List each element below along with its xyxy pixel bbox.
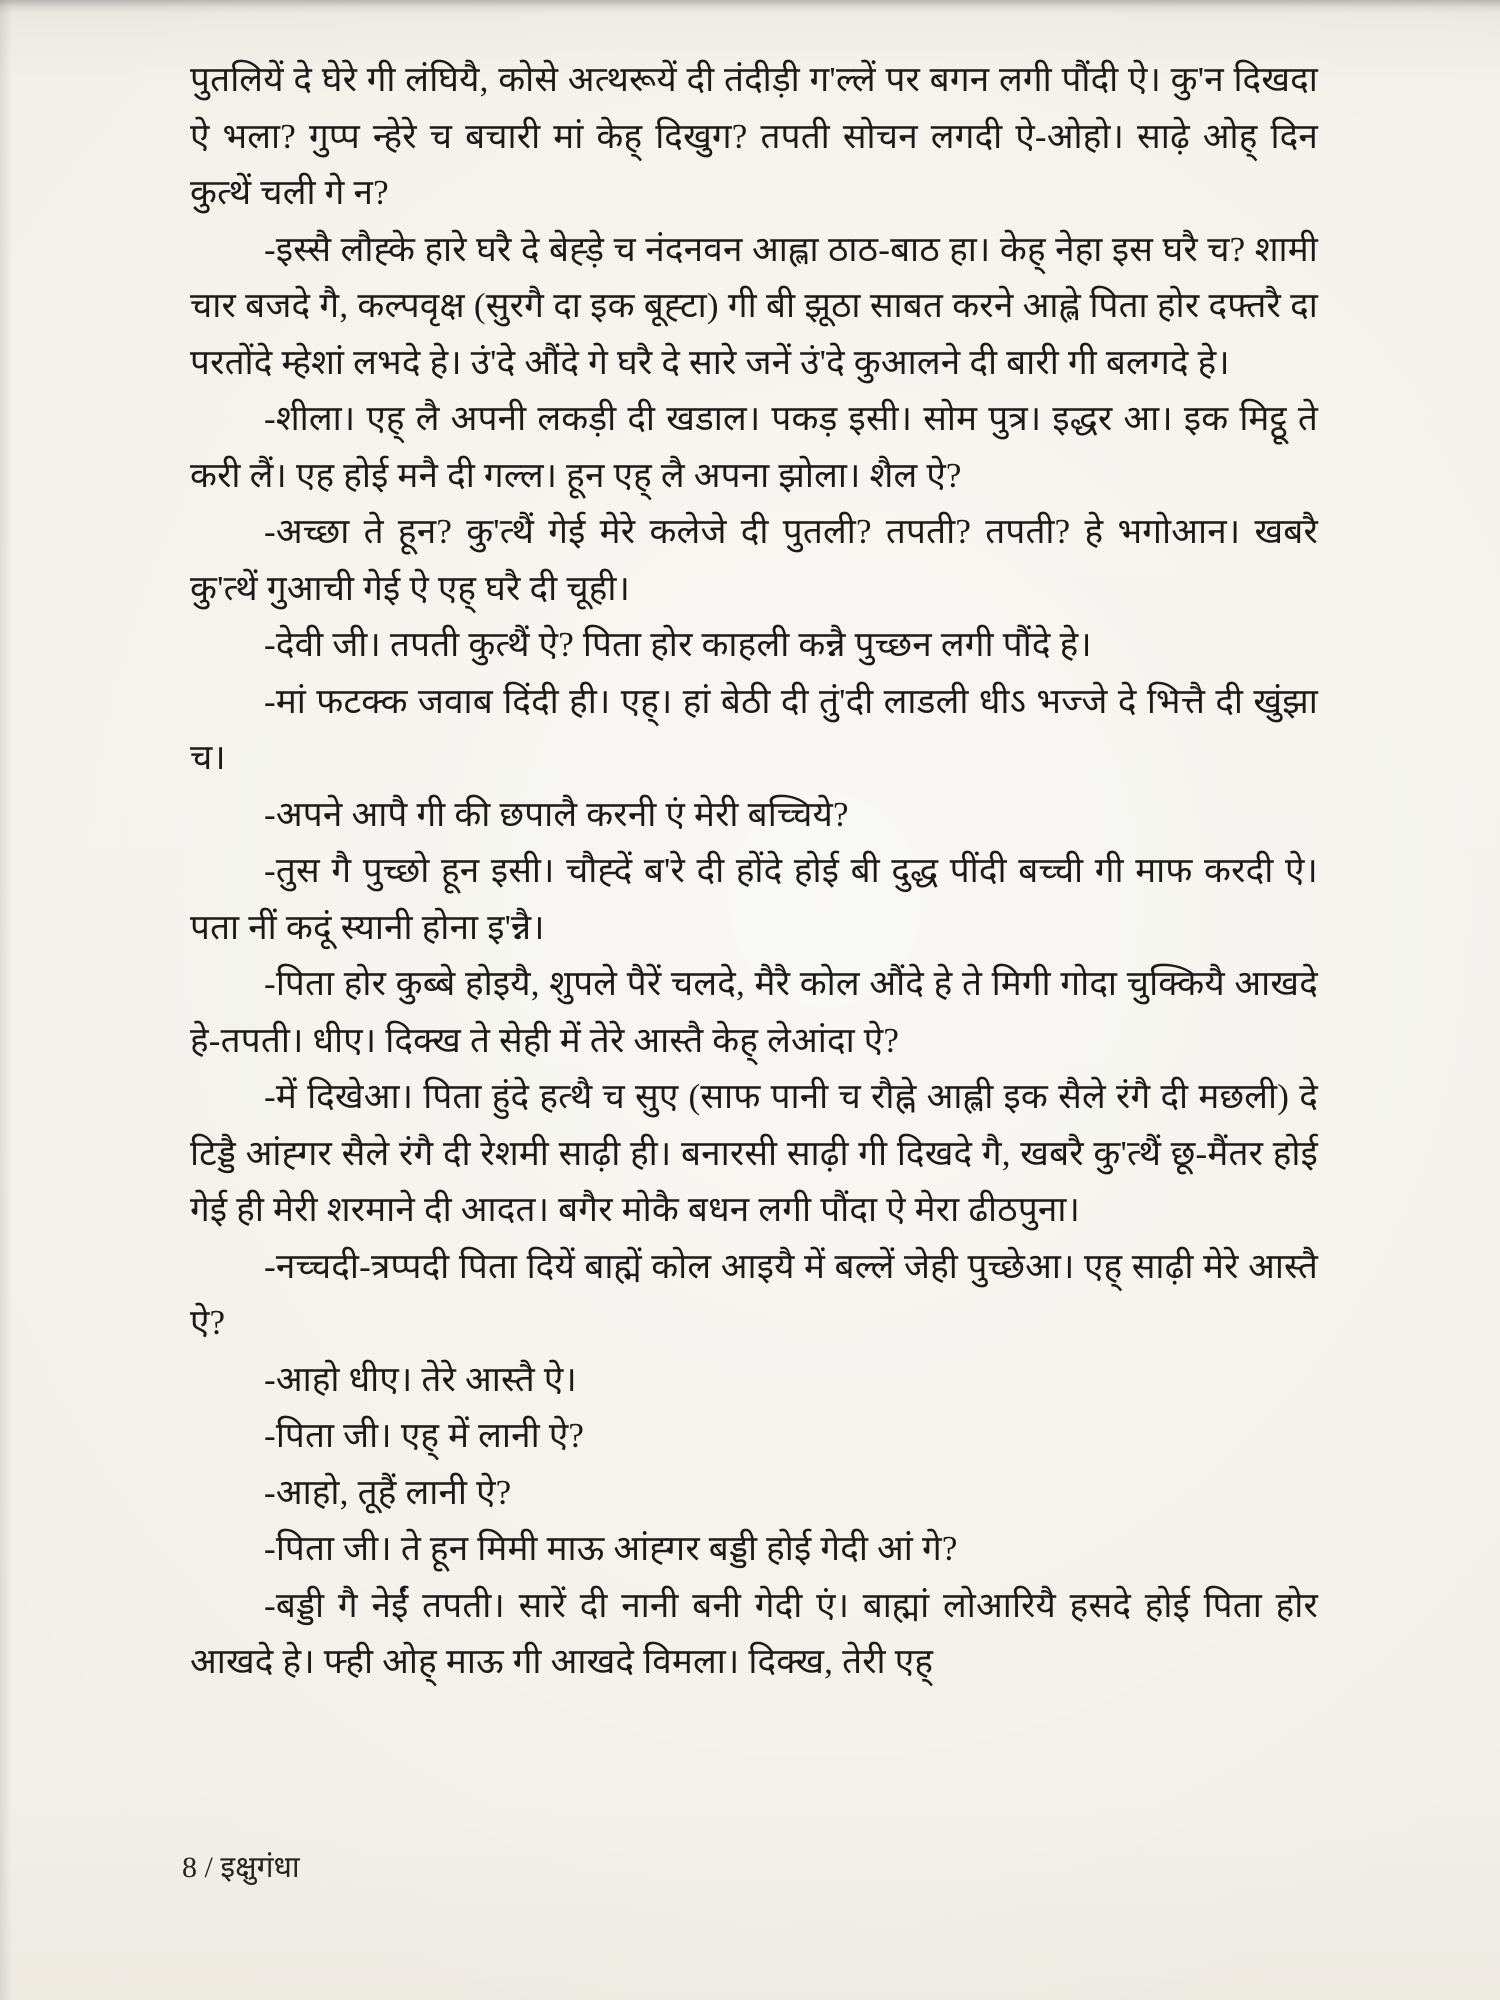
paragraph: -पिता जी। एह् में लानी ऐ? xyxy=(264,1416,585,1455)
page-number-label: 8 / इक्षुगंधा xyxy=(182,1851,300,1884)
paragraph: -मां फटक्क जवाब दिंदी ही। एह्। हां बेठी दी तुं'दी लाडली धीऽ भज्जे दे भित्तै दी खुंझा च। xyxy=(190,681,1318,777)
paragraph: -पिता होर कुब्बे होइयै, शुपले पैरें चलदे, मैरै कोल औंदे हे ते मिगी गोदा चुक्कियै आखदे हे-तपती। धीए। दिक्ख ते सेही में तेरे आस्तै केह् लेआंदा ऐ? xyxy=(190,964,1318,1060)
scan-edge-shadow-top xyxy=(0,0,1500,14)
paragraph: -इस्सै लौह्के हारे घरै दे बेह्ड़े च नंदनवन आह्ला ठाठ-बाठ हा। केह् नेहा इस घरै च? शामी चार बजदे गै, कल्पवृक्ष (सुरगै दा इक बूह्टा) गी बी झूठा साबत करने आह्ले पिता होर दफ्तरै दा परतोंदे म्हेशां लभदे हे। उं'दे औंदे गे घरै दे सारे जनें उं'दे कुआलने दी बारी गी बलगदे हे। xyxy=(190,229,1318,382)
paragraph: पुतलियें दे घेरे गी लंघियै, कोसे अत्थरूयें दी तंदीड़ी ग'ल्लें पर बगन लगी पौंदी ऐ। कु'न दिखदा ऐ भला? गुप्प न्हेरे च बचारी मां केह् दिखुग? तपती सोचन लगदी ऐ-ओहो। साढ़े ओह् दिन कुत्थें चली गे न? xyxy=(190,60,1318,212)
paragraph: -नच्चदी-त्रप्पदी पिता दियें बाह्में कोल आइयै में बल्लें जेही पुच्छेआ। एह् साढ़ी मेरे आस्तै ऐ? xyxy=(190,1246,1318,1342)
paragraph: -देवी जी। तपती कुत्थैं ऐ? पिता होर काहली कन्नै पुच्छन लगी पौंदे हे। xyxy=(264,625,1092,664)
paragraph: -बड्डी गै नेईं तपती। सारें दी नानी बनी गेदी एं। बाह्मां लोआरियै हसदे होई पिता होर आखदे हे। फ्ही ओह् माऊ गी आखदे विमला। दिक्ख, तेरी एह् xyxy=(190,1585,1318,1681)
scan-edge-shadow-left xyxy=(0,0,12,2000)
paragraph: -शीला। एह् लै अपनी लकड़ी दी खडाल। पकड़ इसी। सोम पुत्र। इद्धर आ। इक मिट्ठू ते करी लैं। एह होई मनै दी गल्ल। हून एह् लै अपना झोला। शैल ऐ? xyxy=(190,399,1318,495)
page-footer xyxy=(182,1848,300,1888)
paragraph: -पिता जी। ते हून मिमी माऊ आंह्गर बड्डी होई गेदी आं गे? xyxy=(264,1529,958,1568)
paragraph: -में दिखेआ। पिता हुंदे हत्थै च सुए (साफ पानी च रौह्ने आह्ली इक सैले रंगै दी मछली) दे टिड्डै आंह्गर सैले रंगै दी रेशमी साढ़ी ही। बनारसी साढ़ी गी दिखदे गै, खबरै कु'त्थैं छू-मैंतर होई गेई ही मेरी शरमाने दी आदत। बगैर मोकै बधन लगी पौंदा ऐ मेरा ढीठपुना। xyxy=(190,1077,1318,1229)
paragraph: -अच्छा ते हून? कु'त्थैं गेई मेरे कलेजे दी पुतली? तपती? तपती? हे भगोआन। खबरै कु'त्थें गुआची गेई ऐ एह् घरै दी चूही। xyxy=(190,512,1318,608)
paragraph: -आहो, तूहैं लानी ऐ? xyxy=(264,1472,512,1512)
paragraph: -तुस गै पुच्छो हून इसी। चौह्दें ब'रे दी होंदे होई बी दुद्ध पींदी बच्ची गी माफ करदी ऐ। पता नीं कदूं स्यानी होना इ'न्नै। xyxy=(190,851,1318,947)
paragraph: -अपने आपै गी की छपालै करनी एं मेरी बच्चिये? xyxy=(264,794,849,834)
text-block xyxy=(190,52,1318,1691)
paragraph: -आहो धीए। तेरे आस्तै ऐ। xyxy=(264,1359,577,1399)
